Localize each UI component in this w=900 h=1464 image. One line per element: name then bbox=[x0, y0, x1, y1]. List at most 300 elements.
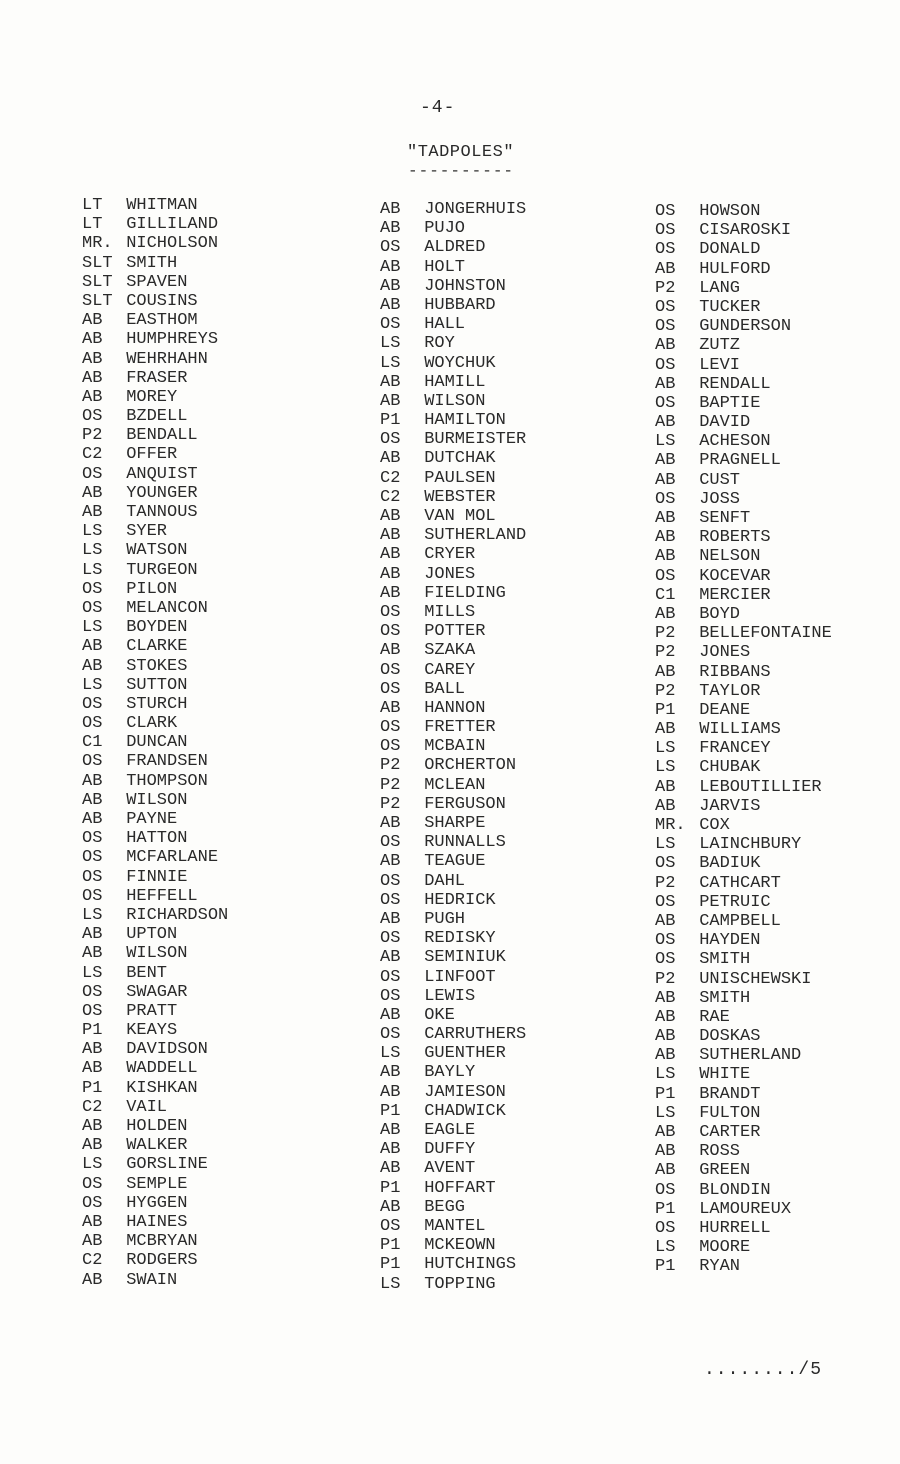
crew-surname: MELANCON bbox=[126, 598, 208, 618]
rank-abbreviation: AB bbox=[655, 1007, 676, 1027]
crew-surname: LEVI bbox=[699, 355, 741, 375]
rank-abbreviation: AB bbox=[380, 1005, 401, 1025]
roster-entry bbox=[380, 948, 526, 967]
roster-entry bbox=[82, 618, 228, 637]
roster-entry bbox=[380, 219, 526, 238]
rank-abbreviation: OS bbox=[380, 967, 401, 987]
crew-surname: GORSLINE bbox=[126, 1155, 208, 1175]
crew-surname: BENDALL bbox=[126, 426, 198, 446]
page-continuation-footer: ......../5 bbox=[704, 1360, 823, 1380]
rank-abbreviation: AB bbox=[655, 374, 676, 394]
page-number: -4- bbox=[420, 98, 456, 118]
rank-abbreviation: C2 bbox=[82, 1251, 103, 1271]
rank-abbreviation: OS bbox=[380, 718, 401, 738]
roster-entry bbox=[82, 791, 228, 810]
roster-entry bbox=[380, 1083, 526, 1102]
rank-abbreviation: OS bbox=[655, 317, 676, 337]
crew-surname: LAINCHBURY bbox=[699, 835, 802, 855]
crew-surname: LINFOOT bbox=[424, 967, 496, 987]
rank-abbreviation: AB bbox=[82, 311, 103, 331]
roster-entry bbox=[655, 970, 832, 989]
crew-surname: WEHRHAHN bbox=[126, 349, 208, 369]
roster-entry bbox=[82, 522, 228, 541]
crew-surname: DEANE bbox=[699, 700, 751, 720]
rank-abbreviation: AB bbox=[380, 526, 401, 546]
crew-surname: DONALD bbox=[699, 240, 761, 260]
crew-surname: RYAN bbox=[699, 1257, 741, 1277]
crew-surname: MOORE bbox=[699, 1238, 751, 1258]
roster-entry bbox=[380, 795, 526, 814]
rank-abbreviation: OS bbox=[82, 982, 103, 1002]
crew-surname: EAGLE bbox=[424, 1121, 476, 1140]
roster-entry bbox=[655, 1008, 832, 1027]
rank-abbreviation: P2 bbox=[655, 681, 676, 701]
rank-abbreviation: OS bbox=[380, 737, 401, 757]
rank-abbreviation: AB bbox=[655, 662, 676, 682]
roster-entry bbox=[655, 720, 832, 739]
rank-abbreviation: OS bbox=[380, 929, 401, 949]
crew-surname: SWAGAR bbox=[126, 982, 188, 1002]
crew-surname: DAVIDSON bbox=[126, 1040, 208, 1060]
crew-surname: RENDALL bbox=[699, 374, 771, 394]
rank-abbreviation: P1 bbox=[655, 1199, 676, 1219]
crew-surname: HULFORD bbox=[699, 259, 771, 279]
crew-surname: SWAIN bbox=[126, 1270, 178, 1290]
roster-entry bbox=[380, 680, 526, 699]
crew-surname: LAMOUREUX bbox=[699, 1199, 792, 1219]
roster-entry bbox=[380, 507, 526, 526]
roster-entry bbox=[655, 240, 832, 259]
crew-surname: BOYDEN bbox=[126, 618, 188, 638]
crew-surname: WILSON bbox=[424, 391, 486, 411]
crew-surname: DUNCAN bbox=[126, 733, 188, 753]
rank-abbreviation: AB bbox=[380, 1140, 401, 1160]
crew-surname: EASTHOM bbox=[126, 311, 198, 331]
rank-abbreviation: LS bbox=[82, 675, 103, 695]
crew-surname: CAMPBELL bbox=[699, 911, 781, 931]
rank-abbreviation: OS bbox=[82, 1193, 103, 1213]
crew-surname: GILLILAND bbox=[126, 215, 219, 235]
roster-entry bbox=[655, 893, 832, 912]
roster-entry bbox=[380, 296, 526, 315]
crew-surname: BADIUK bbox=[699, 854, 761, 874]
rank-abbreviation: P1 bbox=[655, 700, 676, 720]
crew-surname: HOLDEN bbox=[126, 1117, 188, 1136]
rank-abbreviation: LS bbox=[655, 739, 676, 759]
crew-surname: JONES bbox=[699, 643, 751, 663]
crew-surname: TAYLOR bbox=[699, 681, 761, 701]
roster-entry bbox=[82, 733, 228, 752]
rank-abbreviation: OS bbox=[380, 890, 401, 910]
roster-entry bbox=[82, 407, 228, 426]
roster-entry bbox=[380, 565, 526, 584]
crew-surname: TUCKER bbox=[699, 297, 761, 317]
rank-abbreviation: AB bbox=[82, 349, 103, 369]
crew-surname: WILLIAMS bbox=[699, 720, 781, 740]
rank-abbreviation: P2 bbox=[82, 426, 103, 446]
roster-entry bbox=[655, 950, 832, 969]
crew-surname: HATTON bbox=[126, 829, 188, 849]
crew-surname: HAMILL bbox=[424, 372, 486, 392]
crew-surname: ZUTZ bbox=[699, 336, 741, 356]
crew-surname: HAMILTON bbox=[424, 411, 506, 431]
roster-entry bbox=[380, 1140, 526, 1159]
roster-entry bbox=[380, 1255, 526, 1274]
rank-abbreviation: AB bbox=[655, 509, 676, 528]
rank-abbreviation: OS bbox=[380, 871, 401, 891]
crew-surname: REDISKY bbox=[424, 929, 496, 949]
crew-surname: RUNNALLS bbox=[424, 833, 506, 853]
roster-entry bbox=[82, 1232, 228, 1251]
roster-entry bbox=[655, 413, 832, 432]
roster-entry bbox=[82, 254, 228, 273]
roster-entry bbox=[82, 215, 228, 234]
rank-abbreviation: AB bbox=[380, 391, 401, 411]
crew-surname: SUTHERLAND bbox=[424, 526, 527, 546]
roster-entry bbox=[380, 545, 526, 564]
crew-surname: POTTER bbox=[424, 622, 486, 642]
rank-abbreviation: AB bbox=[380, 276, 401, 296]
crew-surname: FINNIE bbox=[126, 867, 188, 887]
crew-surname: ORCHERTON bbox=[424, 756, 517, 776]
crew-surname: BELLEFONTAINE bbox=[699, 624, 832, 644]
roster-entry bbox=[82, 752, 228, 771]
crew-surname: MCFARLANE bbox=[126, 848, 219, 868]
roster-entry bbox=[380, 1044, 526, 1063]
crew-surname: PRATT bbox=[126, 1001, 178, 1021]
rank-abbreviation: AB bbox=[82, 387, 103, 407]
crew-surname: HALL bbox=[424, 315, 466, 335]
roster-entry bbox=[380, 373, 526, 392]
roster-entry bbox=[82, 772, 228, 791]
roster-entry bbox=[82, 887, 228, 906]
rank-abbreviation: P1 bbox=[380, 1255, 401, 1275]
crew-surname: PAULSEN bbox=[424, 468, 496, 488]
rank-abbreviation: LT bbox=[82, 215, 103, 235]
crew-surname: MCLEAN bbox=[424, 775, 486, 795]
crew-surname: UNISCHEWSKI bbox=[699, 969, 812, 989]
crew-surname: JONGERHUIS bbox=[424, 200, 527, 219]
rank-abbreviation: OS bbox=[380, 315, 401, 335]
rank-abbreviation: AB bbox=[82, 771, 103, 791]
crew-surname: GUENTHER bbox=[424, 1044, 506, 1064]
roster-entry bbox=[82, 695, 228, 714]
roster-entry bbox=[655, 1181, 832, 1200]
crew-surname: SMITH bbox=[699, 950, 751, 970]
crew-surname: MCBAIN bbox=[424, 737, 486, 757]
crew-surname: HURRELL bbox=[699, 1218, 771, 1238]
roster-entry bbox=[655, 298, 832, 317]
roster-entry bbox=[655, 567, 832, 586]
roster-entry bbox=[655, 451, 832, 470]
rank-abbreviation: AB bbox=[380, 1063, 401, 1083]
roster-entry bbox=[655, 874, 832, 893]
rank-abbreviation: AB bbox=[380, 1082, 401, 1102]
roster-entry bbox=[380, 315, 526, 334]
crew-surname: SMITH bbox=[699, 988, 751, 1008]
crew-surname: FULTON bbox=[699, 1103, 761, 1123]
crew-surname: JARVIS bbox=[699, 796, 761, 816]
crew-surname: VAN MOL bbox=[424, 507, 496, 526]
roster-entry bbox=[380, 1217, 526, 1236]
rank-abbreviation: AB bbox=[82, 503, 103, 522]
rank-abbreviation: C2 bbox=[82, 1097, 103, 1117]
crew-surname: WOYCHUK bbox=[424, 353, 496, 373]
crew-surname: BRANDT bbox=[699, 1084, 761, 1104]
crew-surname: NELSON bbox=[699, 547, 761, 567]
rank-abbreviation: AB bbox=[655, 470, 676, 490]
crew-surname: WADDELL bbox=[126, 1059, 198, 1079]
roster-entry bbox=[82, 637, 228, 656]
rank-abbreviation: P1 bbox=[380, 1236, 401, 1256]
rank-abbreviation: AB bbox=[380, 507, 401, 526]
crew-surname: COX bbox=[699, 816, 730, 835]
rank-abbreviation: C1 bbox=[655, 585, 676, 605]
crew-surname: TOPPING bbox=[424, 1274, 496, 1294]
roster-entry bbox=[655, 816, 832, 835]
rank-abbreviation: AB bbox=[655, 1142, 676, 1162]
crew-surname: BAPTIE bbox=[699, 393, 761, 413]
rank-abbreviation: OS bbox=[82, 848, 103, 868]
rank-abbreviation: SLT bbox=[82, 291, 113, 311]
crew-surname: HOWSON bbox=[699, 202, 761, 221]
crew-surname: MOREY bbox=[126, 387, 178, 407]
rank-abbreviation: AB bbox=[655, 451, 676, 471]
crew-surname: SENFT bbox=[699, 509, 751, 528]
crew-surname: SYER bbox=[126, 522, 168, 542]
roster-entry bbox=[655, 394, 832, 413]
rank-abbreviation: OS bbox=[655, 489, 676, 509]
roster-entry bbox=[380, 1121, 526, 1140]
crew-surname: BURMEISTER bbox=[424, 430, 527, 450]
roster-entry bbox=[82, 1271, 228, 1290]
roster-entry bbox=[655, 1046, 832, 1065]
crew-surname: WEBSTER bbox=[424, 487, 496, 507]
rank-abbreviation: P1 bbox=[380, 1101, 401, 1121]
crew-surname: BLONDIN bbox=[699, 1180, 771, 1200]
roster-entry bbox=[655, 221, 832, 240]
rank-abbreviation: AB bbox=[380, 545, 401, 565]
roster-entry bbox=[655, 989, 832, 1008]
crew-surname: TANNOUS bbox=[126, 503, 198, 522]
crew-surname: WHITE bbox=[699, 1065, 751, 1085]
roster-entry bbox=[655, 778, 832, 797]
rank-abbreviation: P1 bbox=[82, 1078, 103, 1098]
crew-surname: CRYER bbox=[424, 545, 476, 565]
rank-abbreviation: P2 bbox=[655, 624, 676, 644]
crew-surname: HAYDEN bbox=[699, 931, 761, 951]
roster-entry bbox=[380, 603, 526, 622]
rank-abbreviation: C2 bbox=[380, 487, 401, 507]
crew-surname: PRAGNELL bbox=[699, 451, 781, 471]
crew-surname: HOLT bbox=[424, 257, 466, 277]
crew-surname: HUTCHINGS bbox=[424, 1255, 517, 1275]
roster-entry bbox=[655, 336, 832, 355]
crew-surname: LANG bbox=[699, 278, 741, 298]
rank-abbreviation: OS bbox=[380, 1216, 401, 1236]
roster-entry bbox=[82, 810, 228, 829]
rank-abbreviation: AB bbox=[380, 1121, 401, 1140]
crew-surname: AVENT bbox=[424, 1159, 476, 1179]
page-title: "TADPOLES" bbox=[407, 143, 515, 162]
rank-abbreviation: P1 bbox=[82, 1021, 103, 1041]
roster-entry bbox=[655, 797, 832, 816]
crew-surname: JONES bbox=[424, 564, 476, 584]
roster-entry bbox=[82, 561, 228, 580]
crew-surname: HUMPHREYS bbox=[126, 330, 219, 350]
rank-abbreviation: AB bbox=[655, 604, 676, 624]
crew-surname: OFFER bbox=[126, 445, 178, 465]
roster-entry bbox=[655, 1085, 832, 1104]
crew-surname: THOMPSON bbox=[126, 771, 208, 791]
crew-surname: CHUBAK bbox=[699, 758, 761, 778]
roster-entry bbox=[380, 469, 526, 488]
rank-abbreviation: OS bbox=[82, 464, 103, 484]
rank-abbreviation: OS bbox=[380, 1025, 401, 1045]
crew-surname: NICHOLSON bbox=[126, 234, 219, 254]
roster-column-1 bbox=[82, 196, 228, 1290]
rank-abbreviation: LS bbox=[655, 1103, 676, 1123]
crew-surname: BENT bbox=[126, 963, 168, 983]
roster-entry bbox=[82, 1175, 228, 1194]
rank-abbreviation: P1 bbox=[380, 411, 401, 431]
roster-entry bbox=[380, 584, 526, 603]
rank-abbreviation: AB bbox=[380, 219, 401, 239]
rank-abbreviation: AB bbox=[380, 1159, 401, 1179]
crew-surname: PILON bbox=[126, 579, 178, 599]
roster-entry bbox=[655, 835, 832, 854]
crew-surname: CARTER bbox=[699, 1123, 761, 1142]
rank-abbreviation: OS bbox=[655, 931, 676, 951]
crew-surname: ROBERTS bbox=[699, 528, 771, 548]
crew-surname: RIBBANS bbox=[699, 662, 771, 682]
roster-entry bbox=[380, 929, 526, 948]
roster-entry bbox=[82, 1098, 228, 1117]
rank-abbreviation: LS bbox=[655, 1065, 676, 1085]
rank-abbreviation: AB bbox=[380, 257, 401, 277]
crew-surname: BAYLY bbox=[424, 1063, 476, 1083]
rank-abbreviation: OS bbox=[655, 892, 676, 912]
crew-surname: WALKER bbox=[126, 1136, 188, 1156]
rank-abbreviation: AB bbox=[82, 1270, 103, 1290]
crew-surname: DUTCHAK bbox=[424, 449, 496, 469]
crew-surname: BEGG bbox=[424, 1197, 466, 1217]
rank-abbreviation: LT bbox=[82, 196, 103, 215]
roster-entry bbox=[380, 334, 526, 353]
rank-abbreviation: AB bbox=[380, 852, 401, 872]
crew-surname: ROY bbox=[424, 334, 455, 354]
roster-entry bbox=[655, 854, 832, 873]
roster-entry bbox=[655, 1104, 832, 1123]
crew-surname: WILSON bbox=[126, 944, 188, 964]
rank-abbreviation: AB bbox=[380, 1197, 401, 1217]
roster-column-2 bbox=[380, 200, 526, 1294]
crew-surname: CATHCART bbox=[699, 873, 781, 893]
roster-entry bbox=[380, 1102, 526, 1121]
rank-abbreviation: LS bbox=[655, 835, 676, 855]
rank-abbreviation: MR. bbox=[82, 234, 113, 254]
roster-entry bbox=[380, 718, 526, 737]
roster-entry bbox=[82, 906, 228, 925]
crew-surname: KEAYS bbox=[126, 1021, 178, 1041]
crew-surname: SPAVEN bbox=[126, 272, 188, 292]
rank-abbreviation: LS bbox=[82, 541, 103, 561]
crew-surname: GUNDERSON bbox=[699, 317, 792, 337]
rank-abbreviation: OS bbox=[655, 297, 676, 317]
rank-abbreviation: AB bbox=[655, 547, 676, 567]
rank-abbreviation: P1 bbox=[655, 1257, 676, 1277]
crew-surname: CAREY bbox=[424, 660, 476, 680]
rank-abbreviation: AB bbox=[380, 641, 401, 661]
roster-entry bbox=[380, 1275, 526, 1294]
rank-abbreviation: AB bbox=[655, 988, 676, 1008]
crew-surname: VAIL bbox=[126, 1097, 168, 1117]
roster-entry bbox=[380, 1025, 526, 1044]
crew-surname: SMITH bbox=[126, 253, 178, 273]
rank-abbreviation: AB bbox=[655, 1046, 676, 1066]
crew-surname: LEBOUTILLIER bbox=[699, 777, 822, 797]
rank-abbreviation: AB bbox=[82, 1059, 103, 1079]
roster-entry bbox=[380, 987, 526, 1006]
rank-abbreviation: C2 bbox=[82, 445, 103, 465]
rank-abbreviation: AB bbox=[82, 1212, 103, 1232]
roster-entry bbox=[82, 311, 228, 330]
roster-entry bbox=[380, 872, 526, 891]
crew-surname: ALDRED bbox=[424, 238, 486, 258]
crew-surname: LEWIS bbox=[424, 986, 476, 1006]
rank-abbreviation: P1 bbox=[380, 1178, 401, 1198]
roster-entry bbox=[655, 1219, 832, 1238]
crew-surname: CUST bbox=[699, 470, 741, 490]
roster-entry bbox=[380, 776, 526, 795]
crew-surname: FRANCEY bbox=[699, 739, 771, 759]
crew-surname: CISAROSKI bbox=[699, 221, 792, 241]
crew-surname: FRANDSEN bbox=[126, 752, 208, 772]
crew-surname: OKE bbox=[424, 1005, 455, 1025]
roster-entry bbox=[380, 833, 526, 852]
rank-abbreviation: P2 bbox=[655, 969, 676, 989]
roster-entry bbox=[82, 1079, 228, 1098]
roster-entry bbox=[380, 968, 526, 987]
rank-abbreviation: AB bbox=[380, 698, 401, 718]
roster-entry bbox=[655, 663, 832, 682]
roster-column-3 bbox=[655, 202, 832, 1277]
roster-entry bbox=[380, 430, 526, 449]
roster-entry bbox=[655, 586, 832, 605]
roster-entry bbox=[82, 964, 228, 983]
rank-abbreviation: LS bbox=[655, 758, 676, 778]
crew-surname: ACHESON bbox=[699, 432, 771, 452]
rank-abbreviation: P1 bbox=[655, 1084, 676, 1104]
rank-abbreviation: AB bbox=[82, 1136, 103, 1156]
rank-abbreviation: OS bbox=[82, 598, 103, 618]
crew-surname: HOFFART bbox=[424, 1178, 496, 1198]
roster-entry bbox=[655, 1200, 832, 1219]
rank-abbreviation: AB bbox=[82, 1232, 103, 1252]
roster-entry bbox=[82, 829, 228, 848]
roster-entry bbox=[380, 200, 526, 219]
roster-entry bbox=[82, 1136, 228, 1155]
rank-abbreviation: OS bbox=[82, 1174, 103, 1194]
crew-surname: BZDELL bbox=[126, 407, 188, 427]
rank-abbreviation: AB bbox=[380, 814, 401, 833]
rank-abbreviation: LS bbox=[82, 963, 103, 983]
roster-entry bbox=[380, 737, 526, 756]
roster-entry bbox=[82, 234, 228, 253]
rank-abbreviation: OS bbox=[82, 407, 103, 427]
rank-abbreviation: AB bbox=[82, 1040, 103, 1060]
rank-abbreviation: LS bbox=[82, 560, 103, 580]
